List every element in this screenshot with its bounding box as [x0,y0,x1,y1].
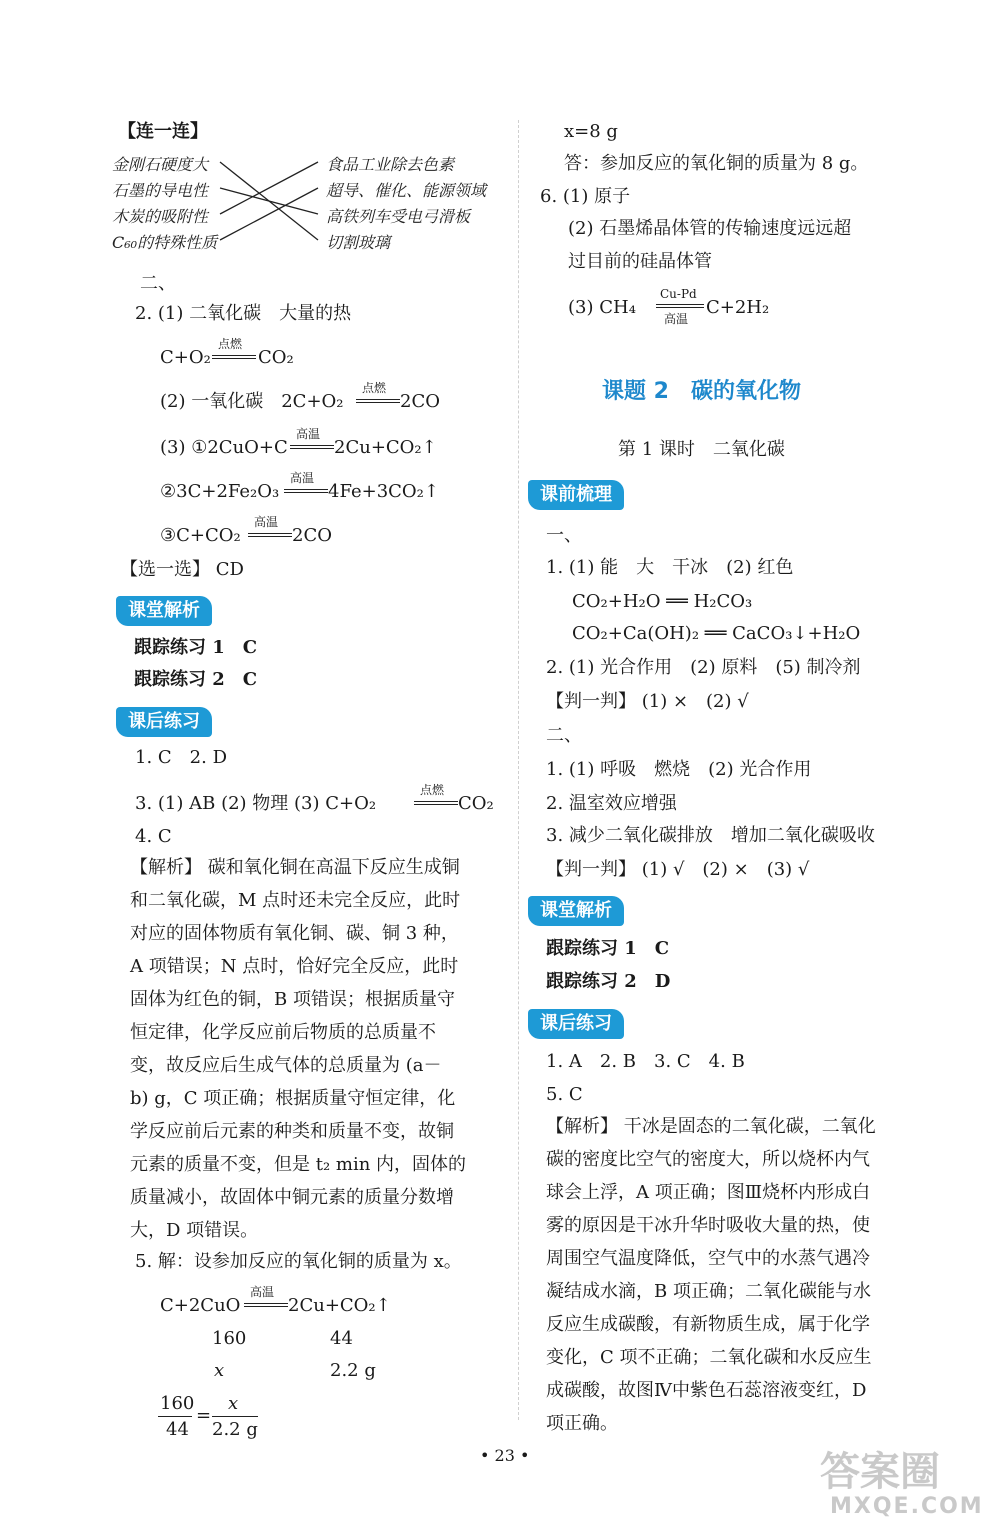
jiexi-left-line: 对应的固体物质有氧化铜、碳、铜 3 种， [130,923,459,944]
watermark-logo: 答案圈 [820,1449,940,1495]
eq3-right: 2Cu+CO₂↑ [334,437,437,458]
right-6-3-cond-bottom: 高温 [664,312,689,326]
match-left-2: 石墨的导电性 [112,181,209,200]
right-line-8: 3. 减少二氧化碳排放 增加二氧化碳吸收 [546,825,875,846]
eq5-right: 2CO [292,525,332,546]
jiexi-left-line: 【解析】 碳和氧化铜在高温下反应生成铜 [130,857,460,878]
match-left-3: 木炭的吸附性 [112,207,209,226]
jiexi-left-line: A 项错误；N 点时，恰好完全反应，此时 [130,956,459,977]
right-line-4: 2. (1) 光合作用 (2) 原料 (5) 制冷剂 [546,657,861,678]
jiexi-left-line: 质量减小，故固体中铜元素的质量分数增 [130,1187,454,1208]
right-6-1: 6. (1) 原子 [540,186,631,207]
eq3-condition: 高温 [296,427,321,441]
answer-5-x: x [214,1360,225,1381]
genzong-2-right: 跟踪练习 2 D [546,971,671,992]
jiexi-left-line: 恒定律，化学反应前后物质的总质量不 [130,1022,436,1043]
tag-ketang-right: 课堂解析 [528,896,624,926]
answer-5-mass-1: 160 [212,1328,247,1349]
section-two-left: 二、 [140,273,176,294]
answer-3-left: 3. (1) AB (2) 物理 (3) C+O₂ [135,793,377,814]
eq1-condition: 点燃 [218,337,243,351]
jiexi-right [546,1115,876,1445]
jiexi-left-line: 元素的质量不变，但是 t₂ min 内，固体的 [130,1154,467,1175]
eq4-left: ②3C+2Fe₂O₃ [160,481,280,502]
section-one: 一、 [546,525,582,546]
match-right-3: 高铁列车受电弓滑板 [326,207,471,226]
page-number: • 23 • [480,1446,530,1465]
match-right-1: 食品工业除去色素 [326,155,455,174]
answer-2-3: (3) ①2CuO+C [160,437,288,458]
eq5-left: ③C+CO₂ [160,525,241,546]
right-line-5: 【判一判】 (1) × (2) √ [546,691,749,712]
jiexi-left-line: 大，D 项错误。 [130,1220,259,1241]
frac-equals: = [196,1405,212,1426]
eq4-condition: 高温 [290,471,315,485]
jiexi-left-line: b) g，C 项正确；根据质量守恒定律，化 [130,1088,456,1109]
right-answer-statement: 答：参加反应的氧化铜的质量为 8 g。 [564,153,869,174]
lesson-subtitle: 第 1 课时 二氧化碳 [618,439,785,460]
match-lines [0,0,520,260]
match-right-4: 切割玻璃 [326,233,391,252]
right-6-3-right: C+2H₂ [706,297,770,318]
answer-5-eq-left: C+2CuO [160,1295,241,1316]
jiexi-right-line: 项正确。 [546,1413,618,1434]
right-line-7: 2. 温室效应增强 [546,793,677,814]
jiexi-right-line: 周围空气温度降低，空气中的水蒸气遇冷 [546,1248,870,1269]
right-line-3: CO₂+Ca(OH)₂ ══ CaCO₃↓+H₂O [572,623,861,644]
eq4-right: 4Fe+3CO₂↑ [328,481,439,502]
eq2-right: 2CO [400,391,440,412]
watermark-url: MXQE.COM [830,1494,984,1519]
right-line-6: 1. (1) 呼吸 燃烧 (2) 光合作用 [546,759,812,780]
answer-3-condition: 点燃 [420,783,445,797]
match-line-4 [220,188,318,240]
answer-2-1: 2. (1) 二氧化碳 大量的热 [135,303,352,324]
right-6-3-cond-top: Cu-Pd [660,287,697,301]
jiexi-right-line: 反应生成碳酸，有新物质生成，属于化学 [546,1314,870,1335]
answer-5-intro: 5. 解：设参加反应的氧化铜的质量为 x。 [135,1251,462,1272]
tag-ketang-left: 课堂解析 [116,596,212,626]
match-right-2: 超导、催化、能源领域 [326,181,487,200]
frac-den-2: 2.2 g [212,1419,258,1440]
heading-lianyilian: 【连一连】 [118,121,208,142]
jiexi-right-line: 凝结成水滴，B 项正确；二氧化碳能与水 [546,1281,871,1302]
lesson-title: 课题 2 碳的氧化物 [602,379,801,404]
right-6-3-left: (3) CH₄ [568,297,636,318]
genzong-1-left: 跟踪练习 1 C [134,637,258,658]
jiexi-left-line: 和二氧化碳，M 点时还未完全反应，此时 [130,890,461,911]
right-answers-1-4: 1. A 2. B 3. C 4. B [546,1051,745,1072]
jiexi-left-line: 变，故反应后生成气体的总质量为 (a－ [130,1055,442,1076]
answer-1-2: 1. C 2. D [135,747,227,768]
jiexi-right-line: 【解析】 干冰是固态的二氧化碳，二氧化 [546,1116,876,1137]
answer-5-mass-2: 44 [330,1328,353,1349]
jiexi-left-line: 固体为红色的铜，B 项错误；根据质量守 [130,989,455,1010]
genzong-2-left: 跟踪练习 2 C [134,669,258,690]
answer-xuanyixuan: 【选一选】 CD [120,559,244,580]
right-answer-5: 5. C [546,1084,583,1105]
match-left-1: 金刚石硬度大 [112,155,209,174]
right-6-2b: 过目前的硅晶体管 [568,251,712,272]
eq5-condition: 高温 [254,515,279,529]
jiexi-right-line: 碳的密度比空气的密度大，所以烧杯内气 [546,1149,870,1170]
match-line-3 [220,162,318,214]
right-line-2: CO₂+H₂O ══ H₂CO₃ [572,591,753,612]
genzong-1-right: 跟踪练习 1 C [546,938,670,959]
answer-4: 4. C [135,826,172,847]
column-divider [518,120,519,1420]
match-line-2 [220,188,318,214]
jiexi-right-line: 球会上浮，A 项正确；图Ⅲ烧杯内形成白 [546,1182,871,1203]
right-line-9: 【判一判】 (1) √ (2) × (3) √ [546,859,810,880]
eq1-left: C+O₂ [160,347,211,368]
answer-3-right: CO₂ [458,793,494,814]
tag-kehou-left: 课后练习 [116,707,212,737]
answer-5-eq-condition: 高温 [250,1285,275,1299]
frac-num-1: 160 [160,1393,195,1414]
right-line-1: 1. (1) 能 大 干冰 (2) 红色 [546,557,794,578]
jiexi-left [130,856,466,1252]
answer-5-eq-right: 2Cu+CO₂↑ [288,1295,391,1316]
jiexi-right-line: 变化，C 项不正确；二氧化碳和水反应生 [546,1347,872,1368]
frac-den-1: 44 [166,1419,189,1440]
match-left-4: C₆₀的特殊性质 [112,233,218,252]
eq2-condition: 点燃 [362,381,387,395]
answer-5-m: 2.2 g [330,1360,376,1381]
jiexi-right-line: 雾的原因是干冰升华时吸收大量的热，使 [546,1215,870,1236]
jiexi-right-line: 成碳酸，故图Ⅳ中紫色石蕊溶液变红，D [546,1380,867,1401]
right-x-result: x=8 g [564,121,618,142]
tag-keqian: 课前梳理 [528,480,624,510]
eq1-right: CO₂ [258,347,294,368]
right-6-2a: (2) 石墨烯晶体管的传输速度远远超 [568,218,852,239]
answer-2-2: (2) 一氧化碳 2C+O₂ [160,391,344,412]
tag-kehou-right: 课后练习 [528,1009,624,1039]
section-two-right: 二、 [546,725,582,746]
jiexi-left-line: 学反应前后元素的种类和质量不变，故铜 [130,1121,454,1142]
frac-num-2: x [228,1393,239,1414]
